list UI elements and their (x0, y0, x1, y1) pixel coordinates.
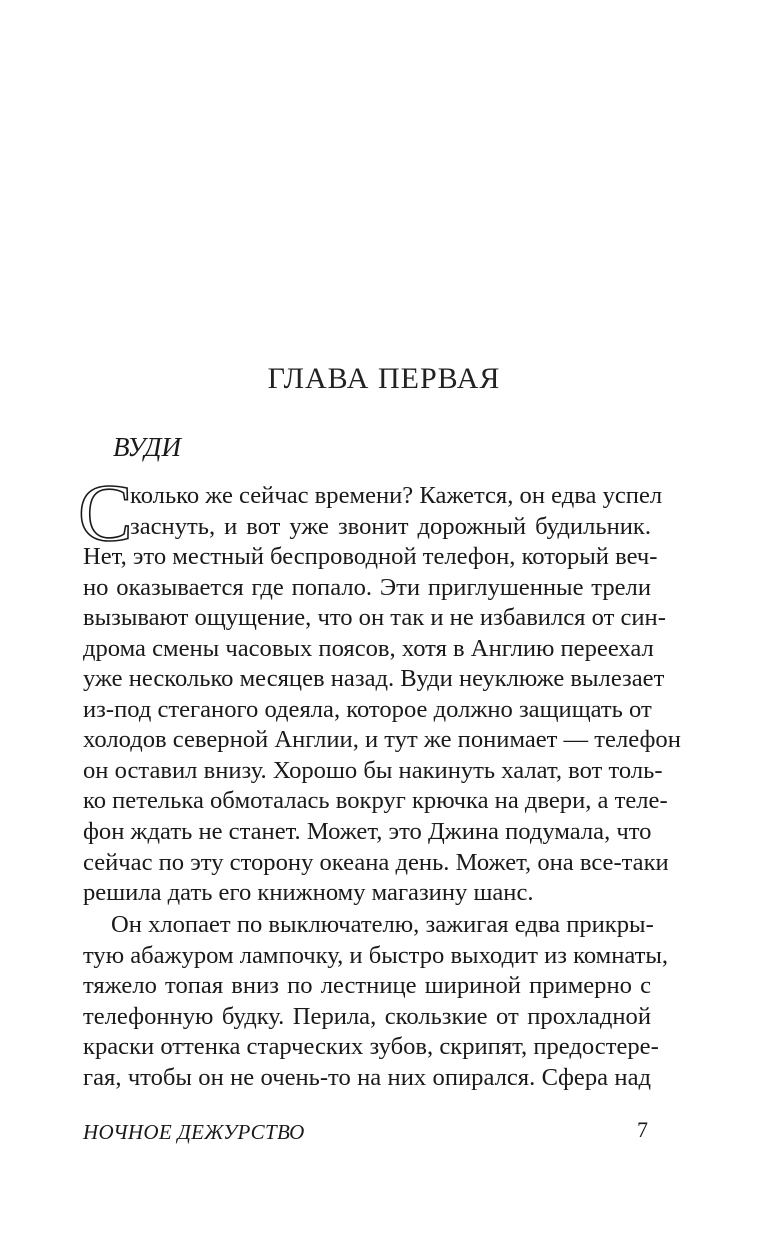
text-line: но оказывается где попало. Эти приглушенные трели (83, 573, 651, 601)
section-heading: ВУДИ (113, 432, 181, 462)
text-line: гая, чтобы он не очень-то на них опирался. Сфера над (83, 1063, 651, 1091)
text-line: Он хлопает по выключателю, зажигая едва прикры- (111, 911, 654, 938)
text-line: из-под стеганого одеяла, которое должно защищать от (83, 695, 652, 723)
text-line: решила дать его книжному магазину шанс. (83, 879, 534, 907)
paragraph-2 (83, 910, 669, 1093)
text-line: тяжело топая вниз по лестнице шириной примерно с (83, 972, 651, 1000)
text-line: дрома смены часовых поясов, хотя в Англию переехал (83, 634, 654, 662)
text-line: он оставил внизу. Хорошо бы накинуть халат, вот толь- (83, 756, 663, 784)
page-number: 7 (637, 1117, 648, 1142)
text-line: краски оттенка старческих зубов, скрипят, предостере- (83, 1033, 659, 1061)
text-line: тую абажуром лампочку, и быстро выходит из комнаты, (83, 941, 669, 969)
text-line: фон ждать не станет. Может, это Джина подумала, что (83, 818, 652, 846)
text-line: уже несколько месяцев назад. Вуди неуклюже вылезает (83, 665, 665, 693)
running-footer-title: НОЧНОЕ ДЕЖУРСТВО (83, 1120, 305, 1144)
text-line: холодов северной Англии, и тут же понимает — телефон (83, 726, 681, 754)
drop-cap-letter: С (78, 467, 133, 558)
text-line: Нет, это местный беспроводной телефон, который веч- (83, 543, 658, 571)
text-line: колько же сейчас времени? Кажется, он едва успел (130, 482, 663, 509)
text-line: заснуть, и вот уже звонит дорожный будильник. (130, 512, 651, 540)
text-line: ко петелька обмоталась вокруг крючка на двери, а теле- (83, 787, 668, 815)
chapter-title: ГЛАВА ПЕРВАЯ (267, 362, 501, 395)
text-line: вызывают ощущение, что он так и не избавился от син- (83, 604, 666, 632)
text-line: телефонную будку. Перила, скользкие от прохладной (83, 1002, 651, 1030)
text-line: сейчас по эту сторону океана день. Может, она все-таки (83, 848, 669, 876)
paragraph-1 (83, 481, 681, 909)
